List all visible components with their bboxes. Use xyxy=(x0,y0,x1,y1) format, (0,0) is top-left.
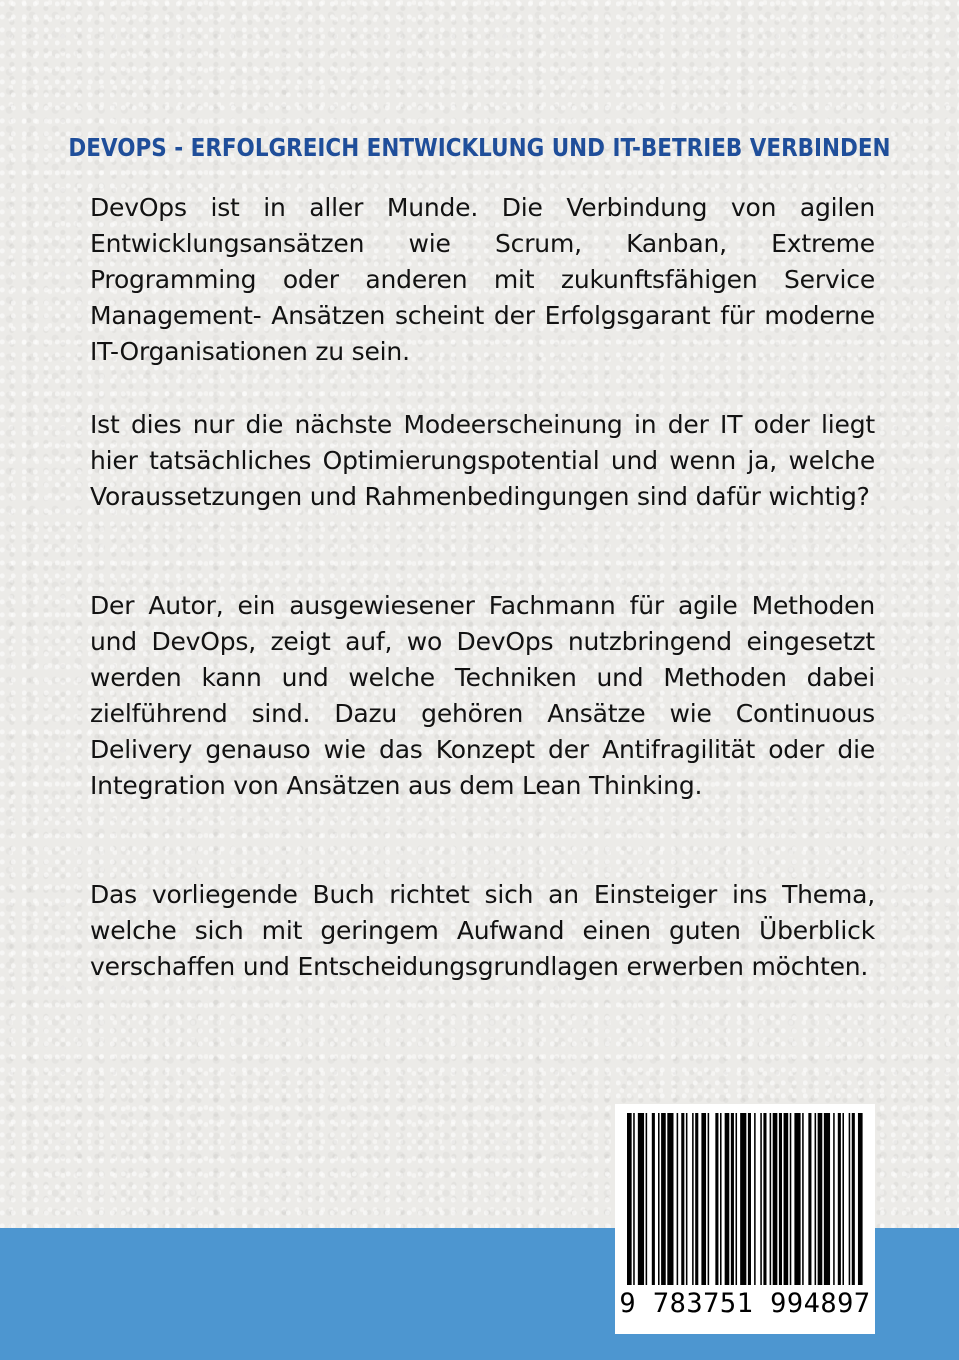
barcode-bar xyxy=(838,1113,841,1285)
description-paragraph-3: Der Autor, ein ausgewiesener Fachmann für agile Methoden und DevOps, zeigt auf, wo DevOps nutzbringend eingesetzt werden kann und welche Techniken und Methoden dabei zielführend sind. Dazu gehören Ansätze wie Continuous Delivery genauso wie das Konzept der Antifragilität oder die Integration von Ansätzen aus dem Lean Thinking. xyxy=(90,591,875,800)
barcode-bar xyxy=(858,1113,863,1285)
barcode-bar xyxy=(646,1113,648,1285)
barcode-bar xyxy=(638,1113,644,1285)
barcode-bar xyxy=(715,1113,718,1285)
barcode-bar xyxy=(748,1113,751,1285)
barcode-bar xyxy=(818,1113,823,1285)
barcode-bar xyxy=(652,1113,655,1285)
barcode-bar xyxy=(686,1113,688,1285)
description-paragraph-2: Ist dies nur die nächste Modeerscheinung in der IT oder liegt hier tatsächliches Optimierungspotential und wenn ja, welche Voraussetzungen und Rahmenbedingungen sind dafür wichtig? xyxy=(90,410,875,511)
barcode-bar xyxy=(661,1113,666,1285)
barcode-bar xyxy=(627,1113,632,1285)
barcode-bar xyxy=(695,1113,698,1285)
barcode-icon xyxy=(627,1113,863,1285)
barcode-bar xyxy=(692,1113,694,1285)
barcode-bar xyxy=(770,1113,772,1285)
barcode-bar xyxy=(760,1113,762,1285)
cover-title: DEVOPS - ERFOLGREICH ENTWICKLUNG UND IT-BETRIEB VERBINDEN xyxy=(68,133,891,162)
barcode-bar xyxy=(701,1113,706,1285)
description-paragraph-1: DevOps ist in aller Munde. Die Verbindung von agilen Entwicklungsansätzen wie Scrum, Kanban, Extreme Programming oder anderen mit zukunftsfähigen Service Management- Ansätzen scheint der Erfolgsgarant für moderne IT-Organisationen zu sein. xyxy=(90,193,875,366)
barcode-bar xyxy=(815,1113,817,1285)
barcode-bar xyxy=(667,1113,673,1285)
barcode-bar xyxy=(763,1113,766,1285)
barcode-bar xyxy=(720,1113,722,1285)
barcode-bar xyxy=(794,1113,800,1285)
barcode-area xyxy=(615,1104,875,1334)
barcode-bar xyxy=(708,1113,710,1285)
barcode-bar xyxy=(842,1113,844,1285)
barcode-bar xyxy=(824,1113,830,1285)
barcode-bar xyxy=(849,1113,851,1285)
barcode-bar xyxy=(677,1113,679,1285)
description-paragraph-4: Das vorliegende Buch richtet sich an Einsteiger ins Thema, welche sich mit geringem Aufwand einen guten Überblick verschaffen und Entscheidungsgrundlagen erwerben möchten. xyxy=(90,880,875,981)
barcode-bar xyxy=(658,1113,660,1285)
barcode-bar xyxy=(740,1113,746,1285)
barcode-bar xyxy=(681,1113,684,1285)
barcode-bar xyxy=(808,1113,811,1285)
barcode-bar xyxy=(833,1113,835,1285)
barcode-bar xyxy=(790,1113,792,1285)
barcode-bar xyxy=(779,1113,782,1285)
barcode-bar xyxy=(852,1113,855,1285)
barcode-bar xyxy=(725,1113,730,1285)
barcode-bar xyxy=(802,1113,804,1285)
barcode-bar xyxy=(773,1113,778,1285)
isbn-number: 9 783751 994897 xyxy=(619,1288,871,1319)
barcode-bar xyxy=(754,1113,756,1285)
barcode-bar xyxy=(731,1113,734,1285)
barcode-bar xyxy=(736,1113,738,1285)
barcode-bar xyxy=(784,1113,789,1285)
barcode-bar xyxy=(633,1113,635,1285)
